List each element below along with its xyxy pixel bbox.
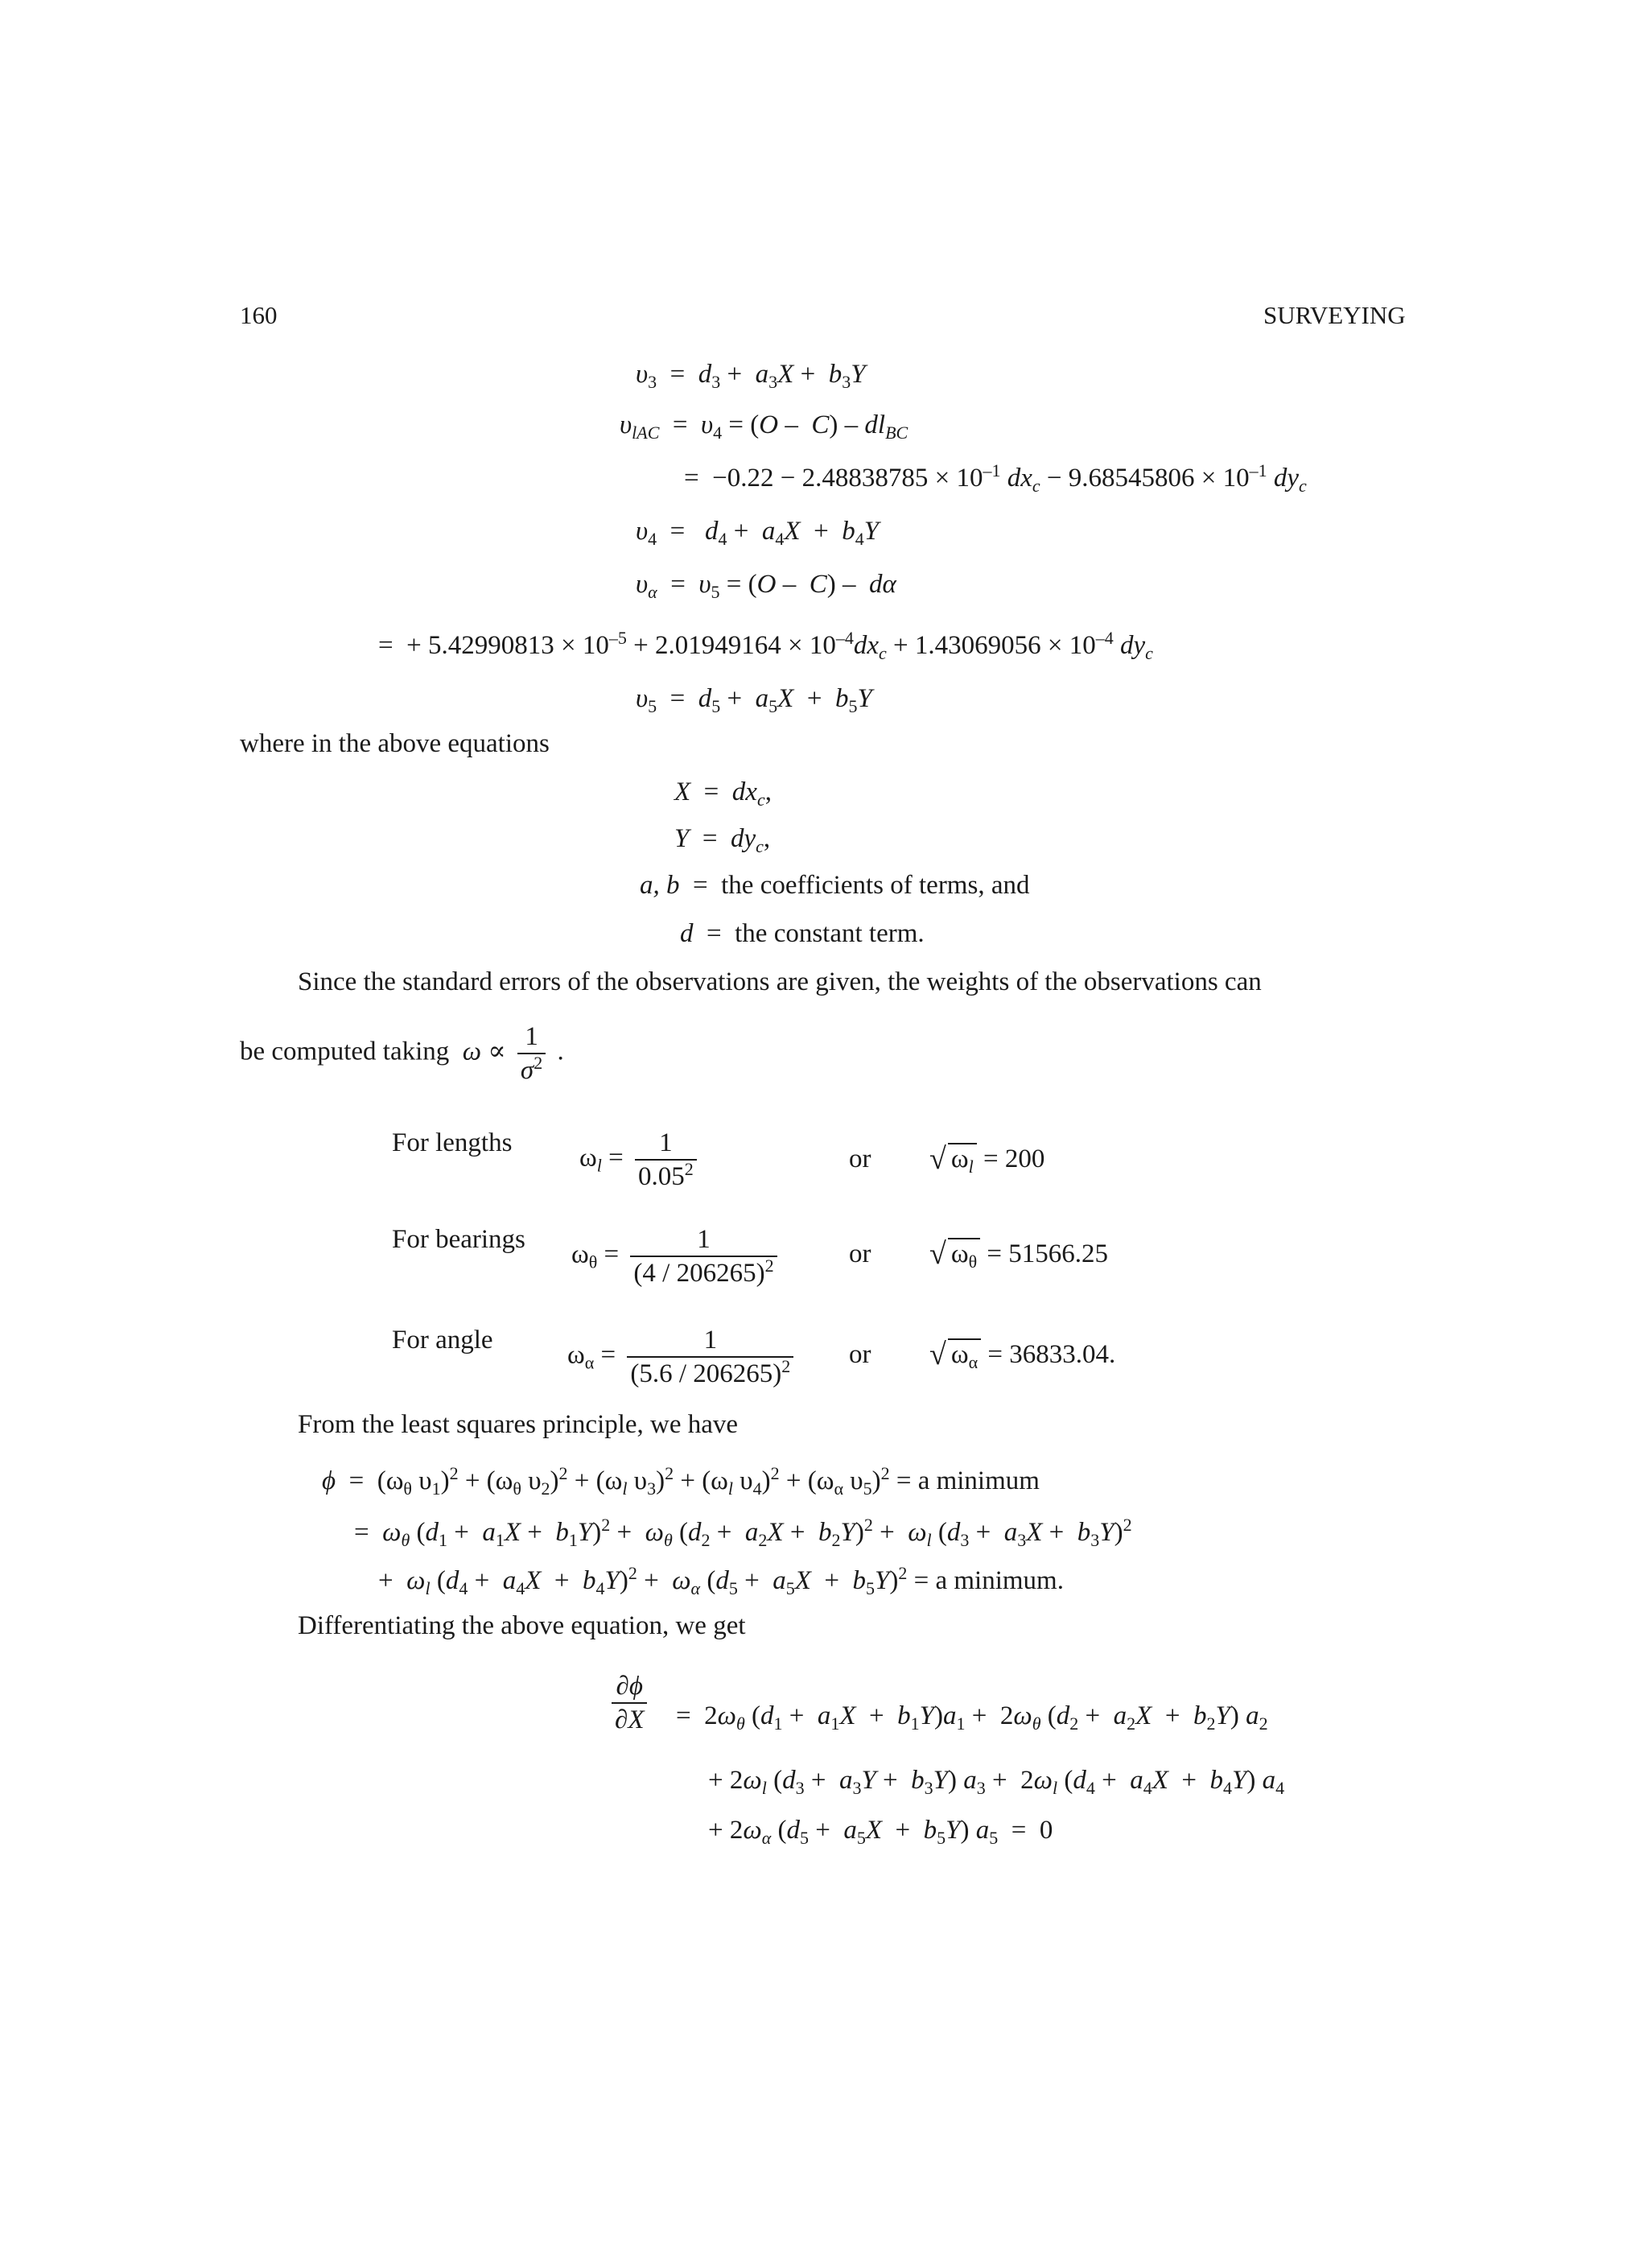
fraction-bearings: $\frac{1}{(4 / 206265)^2}$ — [630, 1223, 777, 1289]
weight-lengths-label: For lengths — [392, 1128, 513, 1157]
numerator: 1 — [627, 1324, 793, 1358]
paragraph-where: where in the above equations — [240, 729, 550, 758]
constant-term: −0.22 − 2.48838785 × 10 — [712, 464, 983, 493]
weight-lengths-sqrt: √ $\omega_l = 200$ — [929, 1142, 1045, 1177]
fraction-angle: $\frac{1}{(5.6 / 206265)^2}$ — [627, 1324, 793, 1390]
definition-d: d = the constant term. — [680, 919, 925, 948]
definition-d-symbol: d — [680, 919, 694, 948]
definition-y: $Y = dy_c$, — [674, 824, 771, 856]
equation-vlac: $\upsilon_{lAC} = \upsilon_4 = (O - C) - dl_{BC}$ — [620, 410, 908, 443]
constant-term: + 5.42990813 × 10 — [406, 631, 609, 660]
coefficient: 9.68545806 × 10 — [1068, 464, 1250, 493]
equation-v4: $\upsilon_4 = d_4 + a_4X + b_4Y$ — [636, 517, 880, 549]
numerator: 1 — [635, 1127, 697, 1161]
equation-v3: $\upsilon_3 = d_3 + a_3X + b_3Y$ — [636, 360, 866, 392]
denominator: 0.05 — [637, 1162, 685, 1191]
paragraph-least-squares: From the least squares principle, we have — [298, 1410, 739, 1439]
running-title: SURVEYING — [1263, 301, 1406, 329]
page-number: 160 — [240, 301, 278, 329]
equation-valpha: $\upsilon_\alpha = \upsilon_5 = (O - C) - d\alpha$ — [636, 570, 896, 602]
weight-angle-formula: $\omega_\alpha$ = $\frac{1}{(5.6 / 206265)^2}$ — [567, 1324, 798, 1390]
equation-valpha-expanded: = + $5.42990813 \times 10^{-5} + 2.01949164 \times 10^{-4}dx_c + 1.43069056 \times 10^{-4}$ $dy_c$ — [378, 628, 1153, 663]
fraction-partial-derivative: $\frac{\partial\phi}{\partial X}$ — [612, 1670, 647, 1736]
or-text: or — [849, 1239, 871, 1268]
paragraph-differentiating: Differentiating the above equation, we get — [298, 1611, 746, 1640]
equation-derivative-2: + $2\omega_l$ $(d_3 + a_3Y + b_3Y) a_3 + 2\omega_l$ $(d_4 + a_4X + b_4Y)$ $a_4$ — [708, 1766, 1285, 1798]
weight-bearings-formula: $\omega_\theta$ = $\frac{1}{(4 / 206265)^2}$ — [571, 1223, 782, 1289]
numerator: 1 — [517, 1021, 546, 1054]
equation-phi-expanded-2: + $\omega_l$ $(d_4 + a_4X + b_4Y)^2 + \omega_\alpha$ $(d_5 + a_5X + b_5Y)^2 = a$ minimum. — [378, 1563, 1064, 1598]
sqrt-value: = 36833.04. — [987, 1340, 1116, 1369]
weight-lengths-formula: $\omega_l$ = $\frac{1}{0.05^2}$ — [579, 1127, 702, 1193]
equation-vlac-expanded: = $-0.22 - 2.48838785 \times 10^{-1}$ $dx_c - 9.68545806 \times 10^{-1}$ $dy_c$ — [684, 460, 1307, 496]
denominator: (5.6 / 206265) — [630, 1359, 782, 1388]
paragraph-weights-line2: be computed taking ω ∝ $\frac{1}{\sigma^2}$ . — [240, 1022, 564, 1085]
weight-bearings-sqrt: √ $\omega_\theta = 51566.25$ — [929, 1237, 1109, 1272]
a-minimum-text: = a minimum. — [913, 1566, 1064, 1595]
equation-v5: $\upsilon_5 = d_5 + a_5X + b_5Y$ — [636, 684, 872, 716]
paragraph-weights-text: be computed taking — [240, 1037, 450, 1066]
coefficient: + 2.01949164 × 10 — [633, 631, 836, 660]
definition-ab-symbol: a, b — [640, 871, 680, 900]
weight-bearings-label: For bearings — [392, 1225, 525, 1254]
equation-phi: $\phi = (\omega_\theta$ $\upsilon_1)^2 + (\omega_\theta$ $\upsilon_2)^2 + (\omega_l$ $\upsilon_3)^2 + (\omega_l$ $\upsilon_4)^2 + (\omega_\alpha$ $\upsilon_5)^2 = a$ minimum — [322, 1463, 1040, 1499]
equation-derivative-1: = $2\omega_\theta$ $(d_1 + a_1X + b_1Y)a_1 + 2\omega_\theta$ $(d_2 + a_2X + b_2Y)$ $a_2$ — [676, 1701, 1268, 1734]
a-minimum-text: = a minimum — [896, 1466, 1040, 1495]
weight-angle-label: For angle — [392, 1326, 493, 1355]
weight-angle-sqrt: √ $\omega_\alpha = 36833.04$. — [929, 1338, 1116, 1372]
definition-x: $X = dx_c$, — [674, 777, 772, 810]
denominator: (4 / 206265) — [633, 1259, 765, 1288]
sqrt-value: = 51566.25 — [987, 1239, 1109, 1268]
numerator: 1 — [630, 1223, 777, 1257]
paragraph-weights-line1: Since the standard errors of the observations are given, the weights of the observations can — [298, 967, 1262, 996]
equation-phi-expanded-1: = $\omega_\theta$ $(d_1 + a_1X + b_1Y)^2 + \omega_\theta$ $(d_2 + a_2X + b_2Y)^2 + \omega_l$ $(d_3 + a_3X + b_3Y)^2$ — [354, 1515, 1132, 1550]
sqrt-value: = 200 — [983, 1144, 1045, 1173]
definition-ab-text: the coefficients of terms, and — [721, 871, 1030, 900]
or-text: or — [849, 1340, 871, 1369]
fraction-weight: $\frac{1}{\sigma^2}$ — [517, 1021, 546, 1087]
fraction-lengths: $\frac{1}{0.05^2}$ — [635, 1127, 697, 1193]
coefficient: + 1.43069056 × 10 — [893, 631, 1096, 660]
definition-d-text: the constant term. — [735, 919, 925, 948]
or-text: or — [849, 1144, 871, 1173]
equation-derivative-3: + $2\omega_\alpha$ $(d_5 + a_5X + b_5Y) a_5 = 0$ — [708, 1816, 1053, 1848]
definition-ab: a, b = the coefficients of terms, and — [640, 871, 1030, 900]
